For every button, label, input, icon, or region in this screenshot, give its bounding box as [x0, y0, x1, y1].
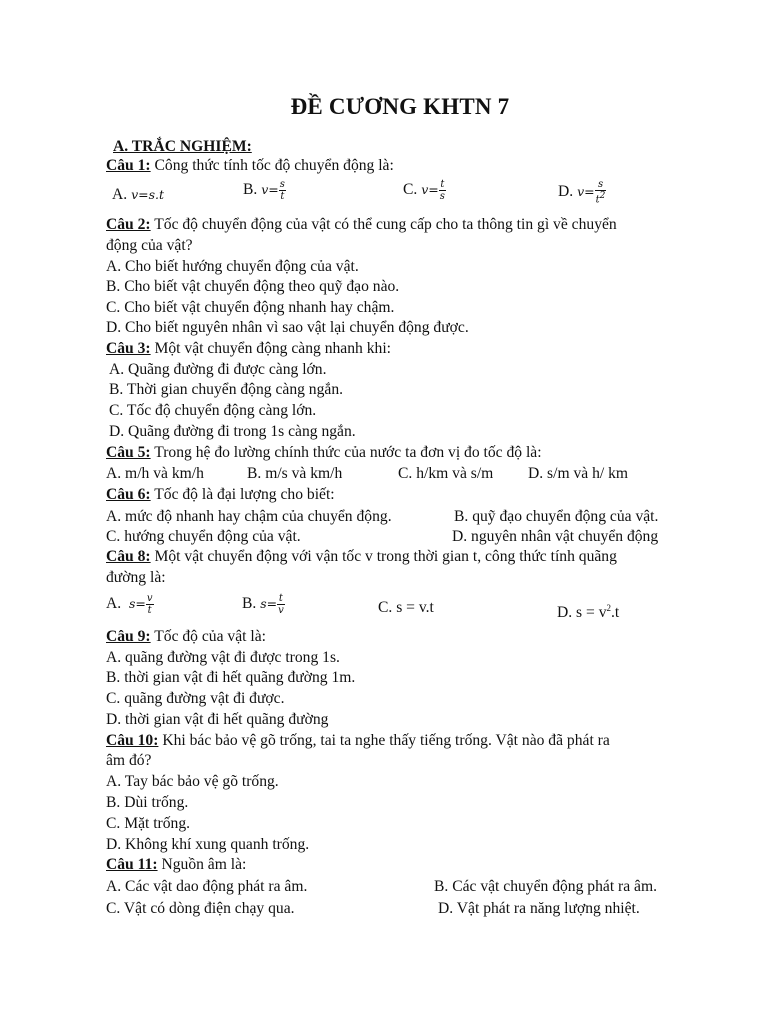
- q1-option-d: [558, 179, 606, 205]
- q3-option-a: A. Quãng đường đi được càng lớn.: [109, 361, 327, 378]
- q6-option-c: C. hướng chuyển động của vật.: [106, 528, 301, 545]
- fraction-numerator: t: [278, 593, 283, 604]
- exponent: 2: [606, 603, 612, 613]
- q6-option-b: B. quỹ đạo chuyển động của vật.: [454, 508, 659, 525]
- q10-option-a: A. Tay bác bảo vệ gõ trống.: [106, 773, 279, 790]
- question-8: [106, 547, 617, 567]
- fraction-numerator: s: [279, 179, 285, 190]
- option-letter: B.: [242, 595, 257, 613]
- fraction: [146, 593, 154, 616]
- q6-option-d: D. nguyên nhân vật chuyển động: [452, 528, 659, 545]
- fraction-denominator: v: [278, 605, 284, 616]
- question-text: Công thức tính tốc độ chuyển động là:: [150, 157, 394, 174]
- formula-lhs: s=: [128, 596, 146, 612]
- q5-option-d: D. s/m và h/ km: [528, 465, 629, 482]
- question-label: Câu 10:: [106, 732, 159, 749]
- q3-option-b: B. Thời gian chuyển động càng ngắn.: [109, 381, 344, 398]
- q10-option-b: B. Dùi trống.: [106, 794, 189, 811]
- q8-option-b: [242, 593, 285, 616]
- q8-option-d: [557, 598, 619, 623]
- fraction-denominator: s: [439, 191, 445, 202]
- q11-option-a: A. Các vật dao động phát ra âm.: [106, 878, 308, 895]
- q10-option-c: C. Mặt trống.: [106, 815, 191, 832]
- q1-option-c: [403, 179, 446, 202]
- q2-option-b: B. Cho biết vật chuyển động theo quỹ đạo nào.: [106, 278, 400, 295]
- section-a-label: A. TRẮC NGHIỆM:: [113, 138, 252, 155]
- question-text: Một vật chuyển động với vận tốc v trong thời gian t, công thức tính quãng: [150, 548, 617, 565]
- formula-suffix: .t: [611, 604, 620, 622]
- document-title: ĐỀ CƯƠNG KHTN 7: [290, 94, 510, 119]
- q2-option-c: C. Cho biết vật chuyển động nhanh hay chậm.: [106, 299, 395, 316]
- fraction-numerator: t: [440, 179, 445, 190]
- q5-option-b: B. m/s và km/h: [247, 465, 343, 482]
- q1-option-a: [112, 185, 164, 205]
- q1-option-b: [243, 179, 286, 202]
- q9-option-c: C. quãng đường vật đi được.: [106, 690, 285, 707]
- option-letter: A.: [106, 595, 122, 613]
- option-letter: B.: [243, 181, 258, 199]
- fraction-denominator: [595, 191, 607, 205]
- exponent: 2: [599, 191, 606, 201]
- q6-option-a: A. mức độ nhanh hay chậm của chuyển động.: [106, 508, 392, 525]
- formula-lhs: v=: [577, 183, 595, 199]
- question-text: Nguồn âm là:: [157, 856, 247, 873]
- section-heading: [113, 137, 252, 157]
- question-label: Câu 9:: [106, 628, 151, 645]
- question-label: Câu 1:: [106, 157, 151, 174]
- question-2: [106, 215, 617, 235]
- fraction: [595, 179, 607, 205]
- question-text: Tốc độ là đại lượng cho biết:: [150, 486, 335, 503]
- q8-option-a: [106, 593, 154, 616]
- question-label: Câu 11:: [106, 856, 158, 873]
- question-text: Một vật chuyển động càng nhanh khi:: [150, 340, 391, 357]
- question-text: Trong hệ đo lường chính thức của nước ta đơn vị đo tốc độ là:: [150, 444, 542, 461]
- option-letter: C.: [403, 181, 418, 199]
- q9-option-a: A. quãng đường vật đi được trong 1s.: [106, 649, 340, 666]
- fraction-numerator: s: [595, 179, 607, 191]
- q3-option-c: C. Tốc độ chuyển động càng lớn.: [109, 402, 317, 419]
- q10-option-d: D. Không khí xung quanh trống.: [106, 836, 310, 853]
- fraction: [439, 179, 446, 202]
- question-11: [106, 855, 246, 875]
- q9-option-b: B. thời gian vật đi hết quãng đường 1m.: [106, 669, 356, 686]
- fraction: [277, 593, 285, 616]
- option-letter: A.: [112, 186, 128, 203]
- denominator-base: t: [595, 194, 600, 206]
- q11-option-d: D. Vật phát ra năng lượng nhiệt.: [438, 900, 640, 917]
- q5-option-a: A. m/h và km/h: [106, 465, 204, 482]
- question-8-continued: đường là:: [106, 569, 166, 586]
- question-label: Câu 3:: [106, 340, 151, 357]
- question-label: Câu 5:: [106, 444, 151, 461]
- q8-option-c: C. s = v.t: [378, 599, 434, 616]
- question-label: Câu 8:: [106, 548, 151, 565]
- q3-option-d: D. Quãng đường đi trong 1s càng ngắn.: [109, 423, 356, 440]
- formula-prefix: D. s = v: [557, 604, 607, 622]
- q5-option-c: C. h/km và s/m: [398, 465, 494, 482]
- q11-option-c: C. Vật có dòng điện chạy qua.: [106, 900, 295, 917]
- formula: v=s.t: [131, 187, 165, 202]
- fraction-denominator: t: [280, 191, 285, 202]
- q2-option-a: A. Cho biết hướng chuyển động của vật.: [106, 258, 359, 275]
- fraction: [279, 179, 286, 202]
- fraction-denominator: t: [147, 605, 152, 616]
- question-1: [106, 156, 394, 176]
- formula-lhs: s=: [260, 596, 278, 612]
- q9-option-d: D. thời gian vật đi hết quãng đường: [106, 711, 329, 728]
- question-5: [106, 443, 542, 463]
- q2-option-d: D. Cho biết nguyên nhân vì sao vật lại chuyển động được.: [106, 319, 469, 336]
- question-10-continued: âm đó?: [106, 752, 152, 769]
- fraction-numerator: v: [146, 593, 153, 604]
- formula-lhs: v=: [421, 182, 439, 198]
- question-label: Câu 2:: [106, 216, 151, 233]
- question-9: [106, 627, 266, 647]
- question-text: Tốc độ của vật là:: [150, 628, 266, 645]
- question-label: Câu 6:: [106, 486, 151, 503]
- question-10: [106, 731, 610, 751]
- formula-lhs: v=: [261, 182, 279, 198]
- question-2-continued: động của vật?: [106, 237, 193, 254]
- question-3: [106, 339, 391, 359]
- option-letter: D.: [558, 182, 574, 200]
- q11-option-b: B. Các vật chuyển động phát ra âm.: [434, 878, 658, 895]
- question-text: Tốc độ chuyển động của vật có thể cung cấp cho ta thông tin gì về chuyển: [150, 216, 617, 233]
- question-text: Khi bác bảo vệ gõ trống, tai ta nghe thấy tiếng trống. Vật nào đã phát ra: [158, 732, 610, 749]
- question-6: [106, 485, 335, 505]
